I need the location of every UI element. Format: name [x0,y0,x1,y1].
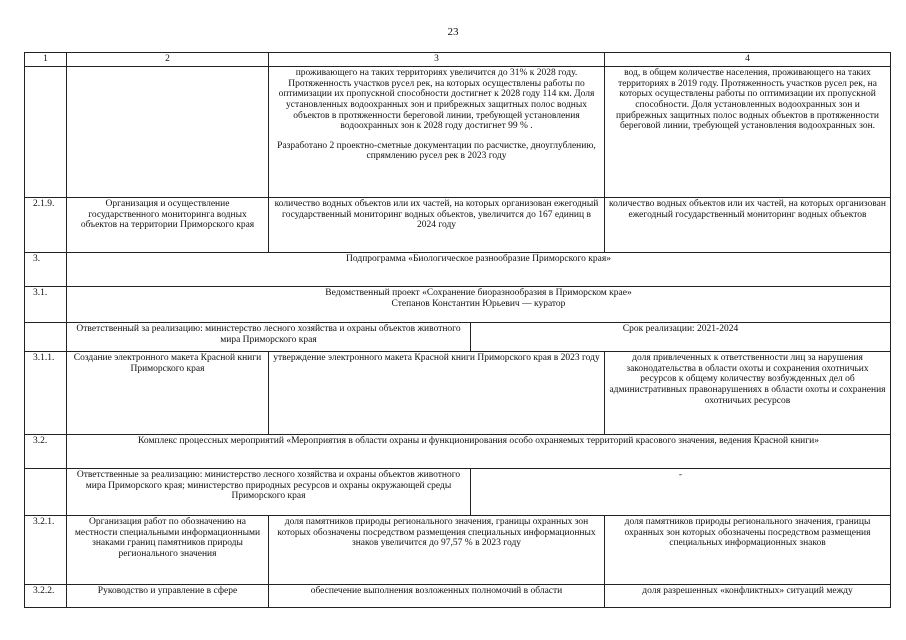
project-title: Ведомственный проект «Сохранение биоразнообразия в Приморском крае» [325,288,632,298]
row-number: 2.1.9. [25,198,67,253]
table-row-2-1-9 [25,198,891,253]
table-row-3-2-1 [25,516,891,585]
cell-indicator: вод, в общем количестве населения, проживающего на таких территориях в 2019 году. Протяженность участков русел рек, на которых осуществлены работы по оптимизации их пропускной способности. Доля установленных водоохранных зон и прибрежных защитных полос водных объектов в протяженности береговой линии, требующей установления водоохранных зон. [605,67,891,198]
implementation-period: Срок реализации: 2021-2024 [471,323,891,352]
header-col-2: 2 [67,53,269,67]
subprogram-title: Подпрограмма «Биологическое разнообразие Приморского края» [67,253,891,287]
table-row-3-2-2 [25,585,891,608]
cell-indicator: доля привлеченных к ответственности лиц за нарушения законодательства в области охоты и сохранения охотничьих ресурсов к общему количеству возбужденных дел об административных правонарушениях в области охоты и сохранения охотничьих ресурсов [605,352,891,435]
table-row-responsible-3-2 [25,469,891,516]
cell-name [67,67,269,198]
header-row [25,53,891,67]
cell-name: Организация и осуществление государственного мониторинга водных объектов на территории Приморского края [67,198,269,253]
project-curator: Степанов Константин Юрьевич — куратор [391,298,566,309]
page-number: 23 [447,26,459,38]
cell-result: количество водных объектов или их частей, на которых организован ежегодный государственный мониторинг водных объектов, увеличится до 167 единиц в 2024 году [269,198,605,253]
table-row-responsible-3-1 [25,323,891,352]
row-number: 3.2. [25,435,67,469]
project-title-cell [67,287,891,323]
cell-num [25,67,67,198]
table-row-continuation [25,67,891,198]
row-number: 3.1.1. [25,352,67,435]
header-col-4: 4 [605,53,891,67]
row-number: 3. [25,253,67,287]
row-number: 3.1. [25,287,67,323]
table-row-3-1-1 [25,352,891,435]
cell-result [269,67,605,198]
responsible-text: Ответственный за реализацию: министерство лесного хозяйства и охраны объектов животного мира Приморского края [67,323,471,352]
program-table [24,52,891,608]
table-row-complex-3-2 [25,435,891,469]
implementation-period: - [471,469,891,516]
header-col-1: 1 [25,53,67,67]
row-number: 3.2.2. [25,585,67,608]
cell-indicator: количество водных объектов или их частей, на которых организован ежегодный государственный мониторинг водных объектов [605,198,891,253]
cell-indicator: доля памятников природы регионального значения, границы охранных зон которых обозначены посредством размещения специальных информационных знаков [605,516,891,585]
result-paragraph-1: проживающего на таких территориях увеличится до 31% к 2028 году. Протяженность участков русел рек, на которых осуществлены работы по оптимизации их пропускной способности достигнет к 2028 году 114 км. Доля установленных водоохранных зон и прибрежных защитных полос водных объектов в протяженности береговой линии, требующей установления водоохранных зон к 2028 году достигнет 99 % . [278,68,595,132]
complex-title: Комплекс процессных мероприятий «Мероприятия в области охраны и функционирования особо охраняемых территорий красового значения, ведения Красной книги» [67,435,891,469]
cell-result: обеспечение выполнения возложенных полномочий в области [269,585,605,608]
cell-empty [25,469,67,516]
cell-name: Руководство и управление в сфере [67,585,269,608]
responsible-text: Ответственные за реализацию: министерство лесного хозяйства и охраны объектов животного мира Приморского края; министерство природных ресурсов и охраны окружающей среды Приморского края [67,469,471,516]
cell-result: утверждение электронного макета Красной книги Приморского края в 2023 году [269,352,605,435]
result-paragraph-2: Разработано 2 проектно-сметные документации по расчистке, дноуглублению, спрямлению русел рек в 2023 году [277,140,596,162]
cell-name: Организация работ по обозначению на местности специальными информационными знаками границ памятников природы регионального значения [67,516,269,585]
row-number: 3.2.1. [25,516,67,585]
header-col-3: 3 [269,53,605,67]
table-row-subprogram-3 [25,253,891,287]
table-row-project-3-1 [25,287,891,323]
cell-indicator: доля разрешенных «конфликтных» ситуаций между [605,585,891,608]
cell-name: Создание электронного макета Красной книги Приморского края [67,352,269,435]
cell-result: доля памятников природы регионального значения, границы охранных зон которых обозначены посредством размещения специальных информационных знаков увеличится до 97,57 % в 2023 году [269,516,605,585]
cell-empty [25,323,67,352]
